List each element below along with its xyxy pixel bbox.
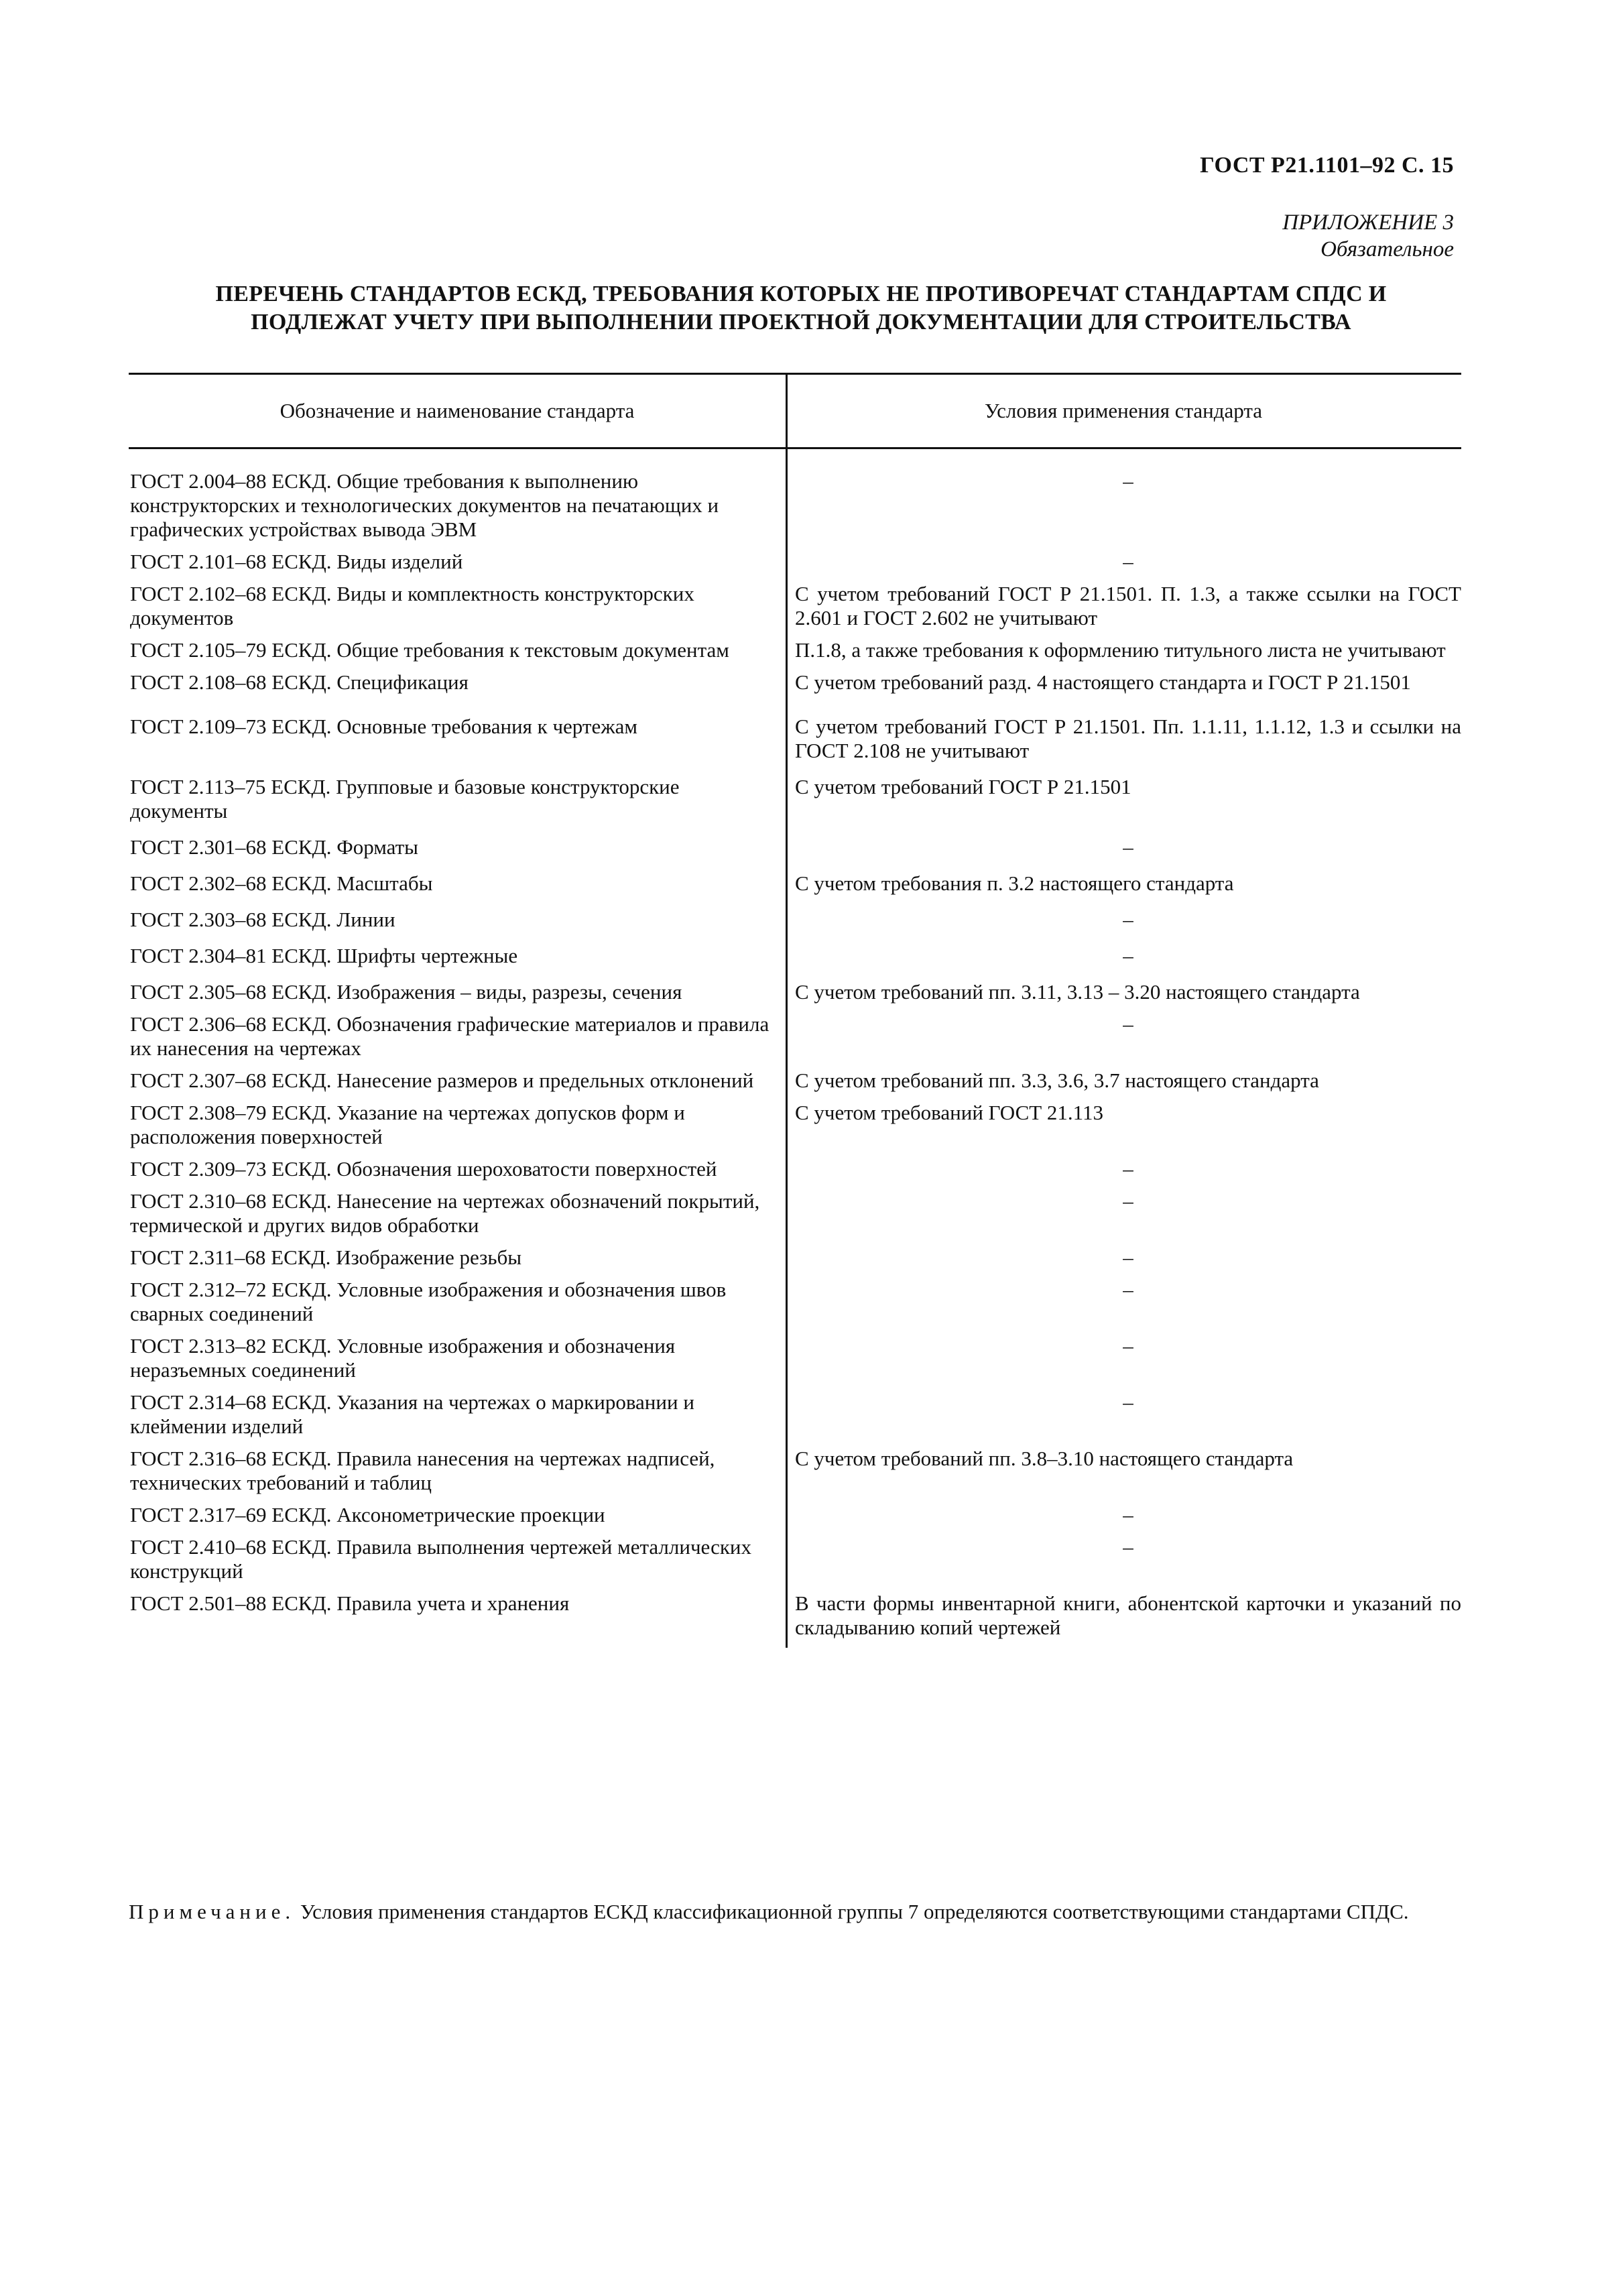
application-condition: С учетом требований ГОСТ Р 21.1501 (795, 775, 1131, 798)
application-condition: – (1123, 1390, 1133, 1414)
standard-designation: ГОСТ 2.314–68 ЕСКД. Указания на чертежах о маркировании и клеймении изделий (130, 1390, 694, 1438)
standard-designation: ГОСТ 2.109–73 ЕСКД. Основные требования к чертежам (130, 715, 638, 738)
table-row (129, 638, 1461, 662)
standard-designation: ГОСТ 2.113–75 ЕСКД. Групповые и базовые конструкторские документы (130, 775, 680, 823)
application-condition: – (1123, 1012, 1133, 1036)
footnote (129, 1898, 1461, 1925)
standard-designation: ГОСТ 2.305–68 ЕСКД. Изображения – виды, разрезы, сечения (130, 980, 682, 1004)
table-row (129, 1101, 1461, 1149)
application-condition: С учетом требований разд. 4 настоящего стандарта и ГОСТ Р 21.1501 (795, 670, 1411, 694)
application-condition: С учетом требований пп. 3.3, 3.6, 3.7 настоящего стандарта (795, 1069, 1319, 1092)
standard-designation: ГОСТ 2.313–82 ЕСКД. Условные изображения и обозначения неразъемных соединений (130, 1334, 676, 1382)
appendix-status: Обязательное (1320, 237, 1454, 261)
table-row (129, 715, 1461, 763)
table-row (129, 944, 1461, 968)
table-header-row (129, 375, 1461, 447)
standard-designation: ГОСТ 2.316–68 ЕСКД. Правила нанесения на чертежах надписей, технических требований и таблиц (130, 1447, 715, 1494)
standard-designation: ГОСТ 2.308–79 ЕСКД. Указание на чертежах допусков форм и расположения поверхностей (130, 1101, 685, 1148)
application-condition: – (1123, 1334, 1133, 1357)
standard-designation: ГОСТ 2.312–72 ЕСКД. Условные изображения и обозначения швов сварных соединений (130, 1278, 727, 1325)
standard-designation: ГОСТ 2.101–68 ЕСКД. Виды изделий (130, 550, 463, 573)
application-condition: – (1123, 1157, 1133, 1181)
table-row (129, 1012, 1461, 1061)
title-line-1: ПЕРЕЧЕНЬ СТАНДАРТОВ ЕСКД, ТРЕБОВАНИЯ КОТОРЫХ НЕ ПРОТИВОРЕЧАТ СТАНДАРТАМ СПДС И (215, 282, 1387, 306)
appendix-block (1282, 209, 1454, 263)
standard-designation: ГОСТ 2.306–68 ЕСКД. Обозначения графические материалов и правила их нанесения на чертежах (130, 1012, 770, 1060)
table-row (129, 1246, 1461, 1270)
table-row (129, 1278, 1461, 1326)
table-row (129, 980, 1461, 1004)
table-row (129, 1503, 1461, 1527)
table-row (129, 469, 1461, 542)
note-label: Примечание. (129, 1900, 296, 1923)
page-header: ГОСТ Р21.1101–92 С. 15 (1200, 153, 1454, 178)
table-row (129, 582, 1461, 630)
application-condition: – (1123, 1535, 1133, 1559)
standard-designation: ГОСТ 2.311–68 ЕСКД. Изображение резьбы (130, 1246, 522, 1269)
table-row (129, 1069, 1461, 1093)
appendix-label: ПРИЛОЖЕНИЕ 3 (1282, 210, 1454, 235)
application-condition: С учетом требований пп. 3.8–3.10 настоящего стандарта (795, 1447, 1294, 1470)
application-condition: С учетом требований ГОСТ 21.113 (795, 1101, 1104, 1124)
table-row (129, 1157, 1461, 1181)
table-row (129, 1447, 1461, 1495)
standard-designation: ГОСТ 2.301–68 ЕСКД. Форматы (130, 835, 418, 859)
document-title (174, 280, 1428, 337)
application-condition: С учетом требования п. 3.2 настоящего стандарта (795, 871, 1234, 895)
standard-designation: ГОСТ 2.105–79 ЕСКД. Общие требования к текстовым документам (130, 638, 729, 662)
standard-designation: ГОСТ 2.108–68 ЕСКД. Спецификация (130, 670, 469, 694)
column-header-conditions: Условия применения стандарта (984, 399, 1263, 422)
table-row (129, 670, 1461, 694)
standard-designation: ГОСТ 2.317–69 ЕСКД. Аксонометрические проекции (130, 1503, 605, 1526)
application-condition: С учетом требований ГОСТ Р 21.1501. Пп. 1.1.11, 1.1.12, 1.3 и ссылки на ГОСТ 2.108 не учитывают (795, 715, 1461, 762)
application-condition: – (1123, 908, 1133, 931)
standard-designation: ГОСТ 2.310–68 ЕСКД. Нанесение на чертежах обозначений покрытий, термической и других видов обработки (130, 1189, 760, 1237)
application-condition: С учетом требований пп. 3.11, 3.13 – 3.20 настоящего стандарта (795, 980, 1360, 1004)
table-row (129, 908, 1461, 932)
standard-designation: ГОСТ 2.309–73 ЕСКД. Обозначения шероховатости поверхностей (130, 1157, 717, 1181)
application-condition: – (1123, 1189, 1133, 1213)
title-line-2: ПОДЛЕЖАТ УЧЕТУ ПРИ ВЫПОЛНЕНИИ ПРОЕКТНОЙ ДОКУМЕНТАЦИИ ДЛЯ СТРОИТЕЛЬСТВА (251, 310, 1351, 335)
table-row (129, 1591, 1461, 1640)
standard-designation: ГОСТ 2.102–68 ЕСКД. Виды и комплектность конструкторских документов (130, 582, 694, 629)
application-condition: – (1123, 1246, 1133, 1269)
column-divider (786, 373, 788, 1648)
application-condition: С учетом требований ГОСТ Р 21.1501. П. 1.3, а также ссылки на ГОСТ 2.601 и ГОСТ 2.602 не учитывают (795, 582, 1461, 629)
standard-designation: ГОСТ 2.501–88 ЕСКД. Правила учета и хранения (130, 1591, 570, 1615)
table-row (129, 1189, 1461, 1237)
application-condition: – (1123, 469, 1133, 493)
standard-designation: ГОСТ 2.303–68 ЕСКД. Линии (130, 908, 395, 931)
standard-designation: ГОСТ 2.410–68 ЕСКД. Правила выполнения чертежей металлических конструкций (130, 1535, 751, 1583)
column-header-designation: Обозначение и наименование стандарта (280, 399, 635, 422)
application-condition: – (1123, 1278, 1133, 1301)
table-row (129, 1535, 1461, 1583)
note-text: Условия применения стандартов ЕСКД классификационной группы 7 определяются соответствующими стандартами СПДС. (300, 1900, 1409, 1923)
table-body (129, 449, 1461, 1640)
table-row (129, 871, 1461, 896)
table-row (129, 1390, 1461, 1439)
table-row (129, 1334, 1461, 1382)
table-row (129, 835, 1461, 859)
standard-designation: ГОСТ 2.004–88 ЕСКД. Общие требования к выполнению конструкторских и технологических документов на печатающих и графических устройствах вывода ЭВМ (130, 469, 719, 541)
table-row (129, 550, 1461, 574)
standards-table (129, 373, 1461, 1648)
application-condition: В части формы инвентарной книги, абонентской карточки и указаний по складыванию копий чертежей (795, 1591, 1461, 1639)
standard-designation: ГОСТ 2.304–81 ЕСКД. Шрифты чертежные (130, 944, 518, 967)
application-condition: – (1123, 835, 1133, 859)
application-condition: – (1123, 550, 1133, 573)
application-condition: – (1123, 944, 1133, 967)
standard-designation: ГОСТ 2.307–68 ЕСКД. Нанесение размеров и предельных отклонений (130, 1069, 754, 1092)
table-row (129, 775, 1461, 823)
application-condition: П.1.8, а также требования к оформлению титульного листа не учитывают (795, 638, 1446, 662)
application-condition: – (1123, 1503, 1133, 1526)
standard-designation: ГОСТ 2.302–68 ЕСКД. Масштабы (130, 871, 433, 895)
